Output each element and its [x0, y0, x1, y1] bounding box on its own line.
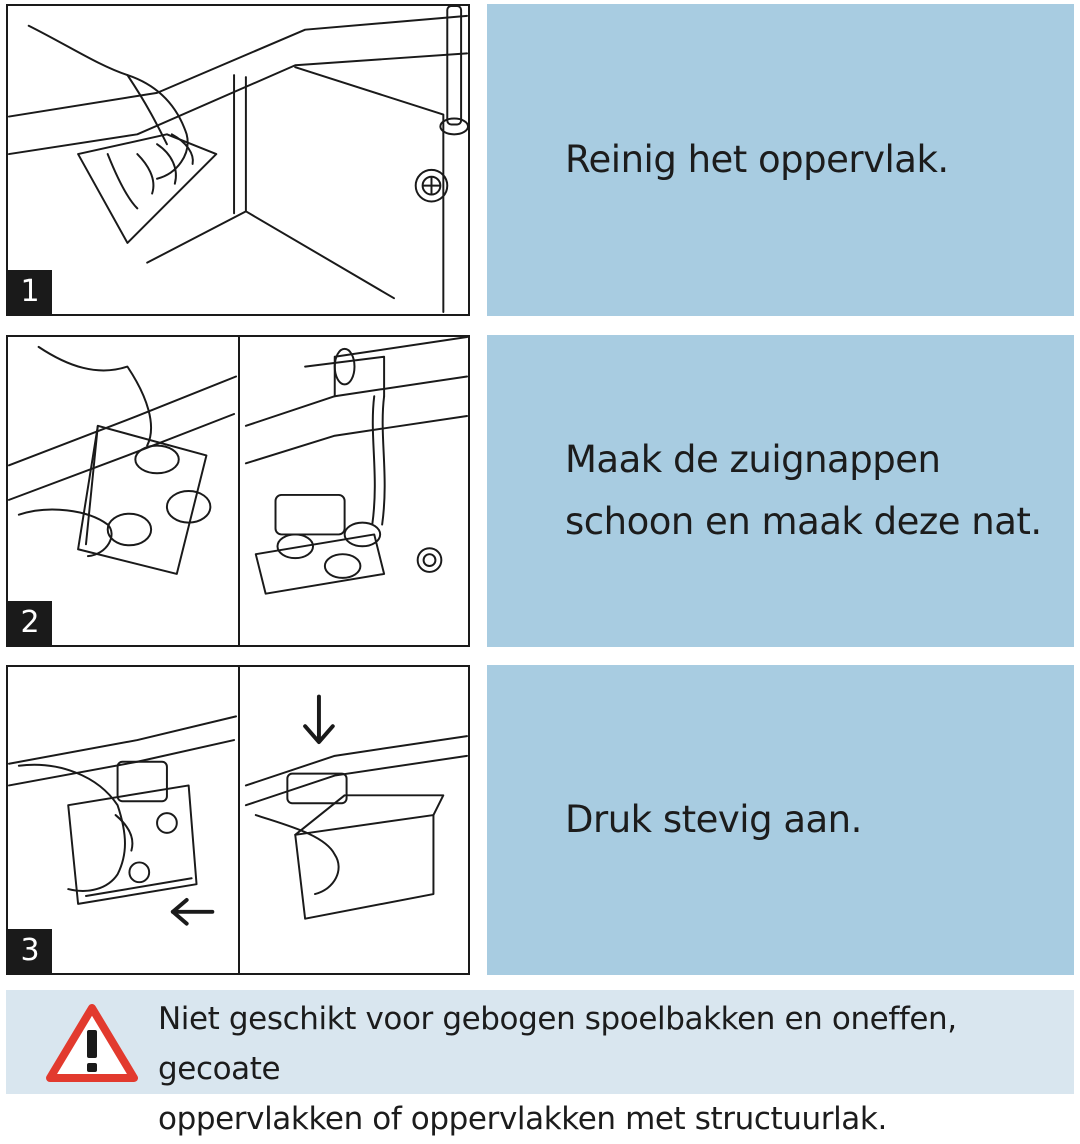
step-3-line-1: Druk stevig aan.	[565, 798, 862, 841]
step-3-illustration	[6, 665, 470, 975]
step-2-line-2: schoon en maak deze nat.	[565, 500, 1042, 543]
step-2-line-1: Maak de zuignappen	[565, 438, 941, 481]
panel-divider	[238, 667, 240, 973]
step-number-badge: 2	[8, 601, 52, 645]
step-3-instruction-panel	[487, 665, 1074, 975]
step-2-illustration	[6, 335, 470, 647]
step-number-badge: 3	[8, 929, 52, 973]
sink-cleaning-drawing	[8, 6, 468, 314]
step-1-instruction-panel	[487, 4, 1074, 316]
warning-text	[158, 994, 1058, 1144]
step-2-instruction	[565, 429, 1042, 553]
warning-line-2: oppervlakken of oppervlakken met structuurlak.	[158, 1101, 887, 1137]
step-number-badge: 1	[8, 270, 52, 314]
step-1-line-1: Reinig het oppervlak.	[565, 138, 949, 181]
warning-triangle-icon	[46, 1002, 138, 1084]
step-1-illustration	[6, 4, 470, 316]
warning-box	[6, 990, 1074, 1137]
step-3-instruction	[565, 789, 862, 851]
panel-divider	[238, 337, 240, 645]
step-2-instruction-panel	[487, 335, 1074, 647]
warning-line-1: Niet geschikt voor gebogen spoelbakken en oneffen, gecoate	[158, 1001, 957, 1087]
step-1-instruction	[565, 129, 949, 191]
